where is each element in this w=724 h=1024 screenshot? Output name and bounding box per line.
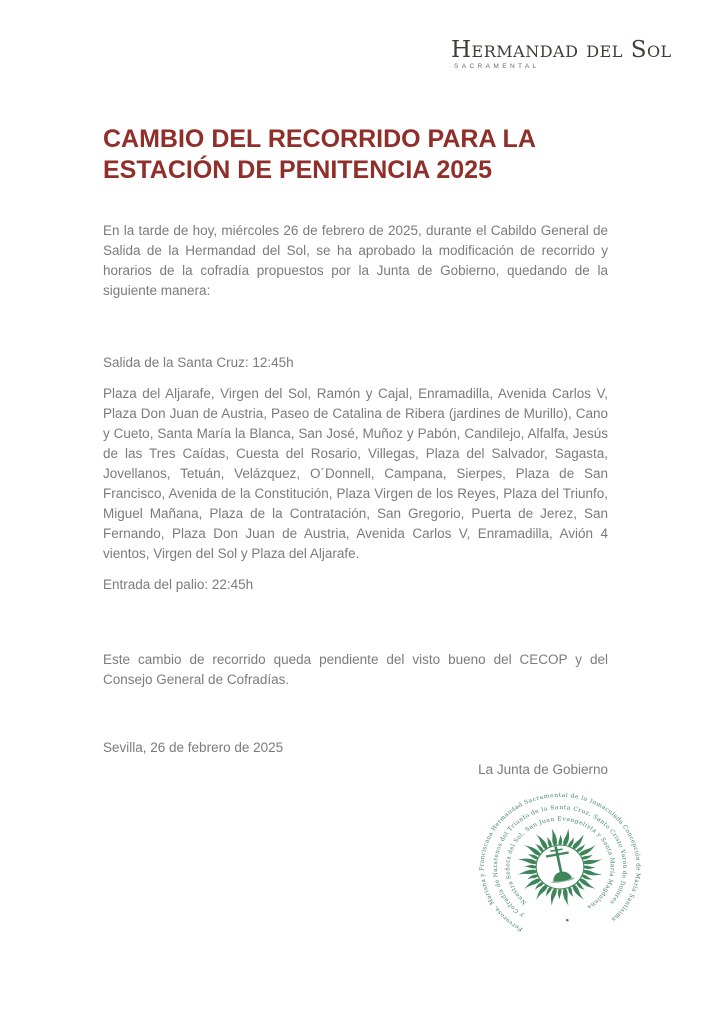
seal-graphic bbox=[474, 788, 646, 946]
pending-approval-note: Este cambio de recorrido queda pendiente del visto bueno del CECOP y del Consejo General de Cofradías. bbox=[103, 652, 608, 687]
seal-ring-outer-text: Fervorosa, Mariana y Franciscana Hermandad Sacramental de la Inmaculada Concepción de María Santísima bbox=[479, 792, 641, 932]
brand-subtitle: SACRAMENTAL bbox=[454, 63, 540, 70]
brotherhood-seal-stamp bbox=[474, 788, 646, 946]
seal-ring-inner-text: Nuestra Señora del Sol, San Juan Evangelista y Santa María Magdalena bbox=[505, 816, 615, 910]
entry-time-line: Entrada del palio: 22:45h bbox=[103, 577, 254, 592]
route-paragraph: Plaza del Aljarafe, Virgen del Sol, Ramón y Cajal, Enramadilla, Avenida Carlos V, Plaza Don Juan de Austria, Paseo de Catalina de Ribera (jardines de Murillo), Cano y Cueto, Santa María la Blanca, San José, Muñoz y Pabón, Candilejo, Alfalfa, Jesús de las Tres Caídas, Cuesta del Rosario, Villegas, Plaza del Salvador, Sagasta, Jovellanos, Tetuán, Velázquez, O´Donnell, Campana, Sierpes, Plaza de San Francisco, Avenida de la Constitución, Plaza Virgen de los Reyes, Plaza del Triunfo, Miguel Mañana, Plaza de la Contratación, San Gregorio, Puerta de Jerez, San Fernando, Plaza Don Juan de Austria, Avenida Carlos V, Enramadilla, Avión 4 vientos, Virgen del Sol y Plaza del Aljarafe. bbox=[103, 386, 608, 561]
seal-content bbox=[474, 788, 646, 946]
dateline: Sevilla, 26 de febrero de 2025 bbox=[103, 740, 284, 755]
document-title: CAMBIO DEL RECORRIDO PARA LA ESTACIÓN DE PENITENCIA 2025 bbox=[103, 125, 535, 184]
departure-time-line: Salida de la Santa Cruz: 12:45h bbox=[103, 355, 294, 370]
cross-icon bbox=[544, 844, 575, 884]
signature: La Junta de Gobierno bbox=[478, 762, 608, 777]
seal-ring-middle-text: y Cofradía de Nazarenos del Triunfo de la Santa Cruz, Santo Cristo Varón de Dolores bbox=[492, 805, 628, 918]
brand-name: Hermandad del Sol bbox=[451, 37, 672, 63]
seal-dot bbox=[566, 919, 569, 922]
brand-logo bbox=[451, 37, 671, 70]
intro-paragraph: En la tarde de hoy, miércoles 26 de febrero de 2025, durante el Cabildo General de Salida de la Hermandad del Sol, se ha aprobado la modificación de recorrido y horarios de la cofradía propuestos por la Junta de Gobierno, quedando de la siguiente manera: bbox=[103, 223, 608, 298]
